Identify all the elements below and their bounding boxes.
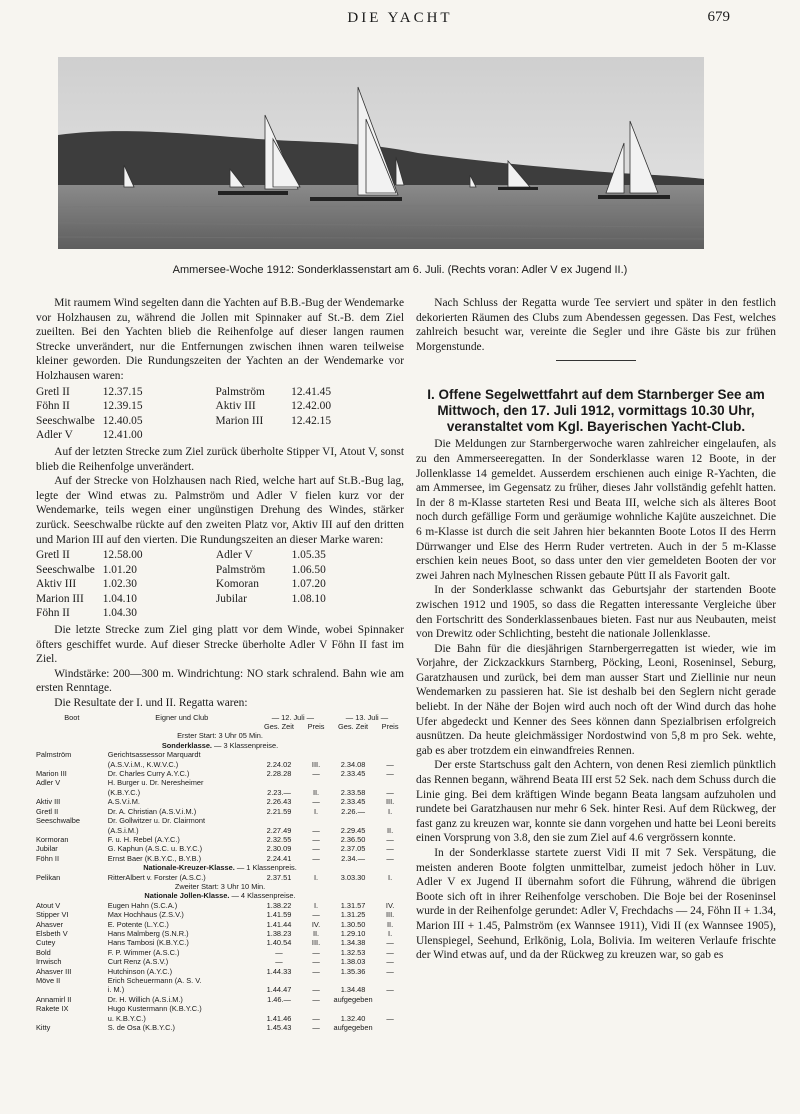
total-time: 2.23.— (267, 787, 291, 797)
total-time: 2.27.49 (266, 825, 292, 835)
prize: — (312, 825, 320, 835)
owner-club: RitterAlbert v. Forster (A.S.C.) (107, 872, 206, 882)
table-row (36, 788, 404, 797)
rounding-time: 1.04.10 (102, 592, 137, 605)
boat-name (216, 606, 292, 621)
class-name: Sonderklasse. (161, 740, 212, 750)
table-row (36, 929, 404, 938)
boat: Seeschwalbe (36, 816, 80, 826)
table-row (36, 769, 404, 778)
boat (36, 760, 108, 769)
prize: — (312, 844, 320, 854)
boat: Föhn II (36, 853, 60, 863)
boat (36, 985, 108, 994)
prize: — (386, 957, 394, 967)
owner-club: E. Potente (L.Y.C.) (107, 919, 169, 929)
boat-name: Seeschwalbe (36, 414, 95, 427)
class-heading (36, 891, 404, 900)
boat: Kormoran (36, 834, 69, 844)
prize: — (386, 769, 394, 779)
boat: Palmström (36, 750, 72, 760)
rounding-time: 12.42.15 (291, 414, 332, 427)
total-time: 1.38.22 (266, 900, 292, 910)
start-info-cell: Zweiter Start: 3 Uhr 10 Min. (174, 881, 266, 891)
table-row (36, 910, 404, 919)
total-time: 1.41.59 (266, 910, 292, 920)
total-time: 1.44.33 (266, 966, 292, 976)
paragraph: Mit raumem Wind segelten dann die Yachten auf B.B.-Bug der Wendemarke vor Holzhausen zu, während die Jollen mit Spinnaker auf St.-B. dem Ziel zueilten. Bei den Yachten blieb die Reihenfolge auf dieser langen raumen Strecke unverändert, nur die Entfernungen zwischen ihnen waren teilweise kleiner geworden. Die Rundungszeiten der Yachten an der Wendemarke vor Holzhausen waren: (36, 297, 404, 382)
boat-name: Gretl II (36, 549, 70, 562)
boat-name: Jubilar (215, 592, 247, 605)
boat (36, 826, 108, 835)
boat-name: Föhn II (36, 607, 70, 620)
total-time: 2.36.50 (340, 834, 366, 844)
owner-club: Hutchinson (A.Y.C.) (107, 966, 173, 976)
paragraph: Die Meldungen zur Starnbergerwoche waren zahlreicher eingelaufen, als zu den Ammerseeregatten. In der Sonderklasse waren 12 Boote, in der Jollenklasse 14 gemeldet. Ausserdem erschienen auch einige R-Yachten, die am Ammersee, im Gegensatz zu früher, dieses Jahr vollständig gefehlt hatten. In der 8 m-Klasse starteten Resi und Beata III, welche sich als älteres Boot noch durch gefällige Form und geräumige wohnliche Kajüte auszeichnet. Die 6 m-Klasse ist durch die seit Jahren hier bekannten Boote Lotos II des Herrn Dürrwanger und Else des Herrn Ruder vertreten. Auch in der 5 m-Klasse erschien kein neues Boot, so dass unter den vier gemeldeten Booten der vor zwei Jahren nach Mylneschen Rissen gebaute Pütt II als Favorit galt. (416, 438, 776, 582)
paragraph: Auf der letzten Strecke zum Ziel zurück überholte Stipper VI, Atout V, sonst blieb die Reihenfolge unverändert. (36, 445, 404, 473)
owner-club: (A.S.i.M.) (107, 825, 139, 835)
prize: I. (313, 806, 319, 816)
total-time: 2.33.45 (340, 797, 366, 807)
class-heading (36, 741, 404, 750)
rounding-time: 1.05.35 (291, 549, 326, 562)
prize: I. (313, 900, 319, 910)
boat-name: Komoran (215, 578, 259, 591)
boat-name: Adler V (36, 429, 73, 442)
paragraph: Die letzte Strecke zum Ziel ging platt vor dem Winde, wobei Spinnaker öfters geschiffet wurde. Auf dieser Strecke überholte Adler V Föhn II fast im Ziel. (36, 624, 404, 666)
owner-club: Hans Malmberg (S.N.R.) (107, 928, 189, 938)
prize: II. (312, 928, 320, 938)
total-time: 2.29.45 (340, 825, 366, 835)
prize: — (312, 1023, 320, 1033)
total-time: 2.30.09 (266, 844, 292, 854)
total-time: 1.31.57 (340, 900, 366, 910)
sailboats-photo-illustration (58, 57, 704, 249)
col-place: Preis (307, 722, 325, 732)
prize: III. (385, 797, 395, 807)
col-owner: Eigner und Club (155, 712, 209, 722)
total-time: 1.38.03 (340, 957, 366, 967)
boat-name: Föhn II (36, 400, 70, 413)
times-row (36, 606, 404, 621)
prize: — (312, 769, 320, 779)
table-row (36, 1023, 404, 1032)
boat-name: Palmström (215, 563, 266, 576)
table-row (36, 967, 404, 976)
boat-name: Marion III (215, 414, 264, 427)
table-row (36, 938, 404, 947)
owner-club: H. Burger u. Dr. Neresheimer (107, 778, 204, 788)
owner-club: A.S.V.i.M. (107, 797, 140, 807)
prize (302, 976, 330, 985)
col-time: Ges. Zeit (338, 722, 369, 732)
total-time (330, 816, 376, 825)
table-row (36, 957, 404, 966)
total-time: 2.37.51 (266, 872, 292, 882)
total-time (256, 976, 302, 985)
rounding-time (292, 606, 404, 621)
class-heading (36, 863, 404, 872)
prize: — (312, 853, 320, 863)
rounding-time: 12.40.05 (102, 414, 143, 427)
total-time: 2.37.05 (340, 844, 366, 854)
prize: — (386, 938, 394, 948)
page-number: 679 (707, 9, 730, 25)
total-time: 2.24.02 (266, 759, 292, 769)
times-row (36, 414, 404, 429)
table-row (36, 873, 404, 882)
times-row (36, 592, 404, 607)
section-heading: I. Offene Segelwettfahrt auf dem Starnberger See am Mittwoch, den 17. Juli 1912, vormittags 10.30 Uhr, veranstaltet vom Kgl. Bayerischen Yacht-Club. (427, 387, 765, 435)
rounding-time: 1.07.20 (291, 578, 326, 591)
table-row (36, 1004, 404, 1013)
owner-club: F. P. Wimmer (A.S.C.) (107, 947, 180, 957)
total-time: 1.38.23 (266, 928, 292, 938)
boat-name: Aktiv III (36, 578, 77, 591)
total-time: 1.32.40 (340, 1013, 366, 1023)
total-time (330, 976, 376, 985)
total-time: 2.28.28 (266, 769, 292, 779)
total-time (330, 750, 376, 759)
total-time: 2.32.55 (266, 834, 292, 844)
total-time: 1.34.38 (340, 938, 366, 948)
table-row (36, 778, 404, 787)
total-time: 1.35.36 (340, 966, 366, 976)
owner-club: Ernst Baer (K.B.Y.C., B.Y.B.) (107, 853, 202, 863)
paragraph: Der erste Startschuss galt den Achtern, von denen Resi ziemlich pünktlich das Rennen begann, während Beata III erst 52 Sek. nach dem Schuss durch die Linie ging. Bei dem kräftigen Winde begann Beata langsam aufzuholen und rundete bei Garatzhausen nur mehr 6 Sek. hinter Resi. Auf dem Rückweg, der fast ganz zu kreuzen war, konnte sie dann vorgehen und hatte bei Leoni bereits einen Vorsprung von 3.8, den sie zum Ziel auf 4.6 vergrössern konnte. (416, 759, 776, 845)
running-header: DIE YACHT (347, 10, 453, 26)
times-row (36, 385, 404, 400)
table-row (36, 835, 404, 844)
boat: Ahasver (36, 919, 64, 929)
owner-club: Erich Scheuermann (A. S. V. (107, 976, 202, 985)
owner-club: i. M.) (107, 985, 125, 995)
prize: — (386, 787, 394, 797)
col-place: Preis (381, 722, 399, 732)
class-prizes: — 4 Klassenpreise. (229, 891, 296, 901)
prize: I. (313, 872, 319, 882)
prize: — (386, 834, 394, 844)
boat (36, 788, 108, 797)
left-column (36, 296, 404, 1032)
table-row (36, 976, 404, 985)
prize (376, 1004, 404, 1013)
total-time: 2.26.— (341, 806, 365, 816)
paragraph: Nach Schluss der Regatta wurde Tee serviert und später in den festlich dekorierten Räumen des Clubs zum Abendessen gegessen. Das Fest, welches zahlreich besucht war, vereinte die Segler und ihre Gäste bis zur frühen Morgenstunde. (416, 297, 776, 353)
total-time: 1.34.48 (340, 985, 366, 995)
rounding-time: 12.58.00 (102, 549, 143, 562)
total-time: 1.41.44 (266, 919, 292, 929)
paragraph: Die Resultate der I. und II. Regatta waren: (54, 697, 248, 710)
boat: Kitty (36, 1023, 51, 1033)
prize: II. (312, 787, 320, 797)
prize: III. (385, 910, 395, 920)
total-time: 1.46.— (267, 994, 291, 1004)
class-name: Nationale Jollen-Klasse. (144, 891, 230, 901)
prize: III. (311, 759, 321, 769)
prize: III. (311, 938, 321, 948)
col-day1: — 12. Juli — (271, 712, 315, 722)
photo-caption: Ammersee-Woche 1912: Sonderklassenstart am 6. Juli. (Rechts voran: Adler V ex Jugend II.) (172, 264, 628, 276)
start-info-cell: Erster Start: 3 Uhr 05 Min. (177, 731, 263, 741)
class-prizes: — 1 Klassenpreis. (234, 863, 297, 873)
prize: IV. (385, 900, 395, 910)
boat-name: Seeschwalbe (36, 563, 95, 576)
prize: — (312, 1013, 320, 1023)
total-time: 1.29.10 (340, 928, 366, 938)
table-row (36, 995, 404, 1004)
table-row (36, 750, 404, 759)
boat: Pelikan (36, 872, 61, 882)
boat-name: Aktiv III (215, 400, 256, 413)
rounding-time: 1.01.20 (102, 563, 137, 576)
owner-club: Dr. A. Christian (A.S.V.i.M.) (107, 806, 197, 816)
rounding-time: 12.41.45 (291, 385, 332, 398)
total-time (256, 750, 302, 759)
prize (302, 816, 330, 825)
boat: Atout V (36, 900, 61, 910)
class-heading-cell (36, 741, 404, 750)
rounding-times-holzhausen (36, 385, 404, 443)
times-row (36, 577, 404, 592)
boat: Aktiv III (36, 797, 61, 807)
total-time: 3.03.30 (340, 872, 366, 882)
total-time: 1.44.47 (266, 985, 292, 995)
owner-club: Max Hochhaus (Z.S.V.) (107, 910, 184, 920)
total-time: 2.33.58 (340, 787, 366, 797)
total-time: 1.32.53 (340, 947, 366, 957)
owner-club: G. Kaphun (A.S.C. u. B.Y.C.) (107, 844, 203, 854)
boat (36, 1014, 108, 1023)
total-time: 2.33.45 (340, 769, 366, 779)
boat: Marion III (36, 769, 67, 779)
boat-name: Marion III (36, 592, 84, 605)
total-time (256, 816, 302, 825)
owner-club: Hugo Kustermann (K.B.Y.C.) (107, 1004, 202, 1014)
paragraph: Auf der Strecke von Holzhausen nach Ried, welche hart auf St.B.-Bug lag, legte der Wind etwas zu. Palmström und Adler V fielen kurz vor der Wendemarke, teils wegen einer ungünstigen Drehung des Windes, stärker zurück. Seeschwalbe rückte auf den zweiten Platz vor, Aktiv III auf den dritten und Marion III auf den vierten. Die Rundungszeiten an dieser Marke waren: (36, 475, 404, 546)
results-table (36, 713, 404, 1033)
start-info (36, 882, 404, 891)
owner-club: Eugen Hahn (S.C.A.) (107, 900, 178, 910)
rounding-time: 12.37.15 (102, 385, 143, 398)
prize: — (386, 853, 394, 863)
total-time: 2.34.— (341, 853, 365, 863)
start-info (36, 731, 404, 740)
total-time (330, 778, 376, 787)
prize: I. (388, 928, 393, 938)
owner-club: Gerichtsassessor Marquardt (107, 750, 201, 760)
prize: — (312, 957, 320, 967)
prize: — (312, 910, 320, 920)
owner-club: F. u. H. Rebel (A.Y.C.) (107, 834, 180, 844)
paragraph: In der Sonderklasse startete zuerst Vidi II mit 7 Sek. Verspätung, die meisten anderen Boote folgten unmittelbar, zumeist jedoch höher in Luv. Adler V ex Jugend II übernahm sofort die Führung, während die übrigen Boote sich oft in ihrer Reihenfolge verschoben. Die Boje bei der Roseninsel wurde in der Reihenfolge gerundet: Adler V, Frechdachs — 24, Föhn II + 1.34, Marion III + 1.45, Palmström (ex Wannsee 1911), Vidi II (ex Wannsee 1905), Ulenspiegel, Seehund, Erlkönig, Lola, Bolivia. Im weiteren Verlaufe frischte der Wind etwas auf, und da der Rückweg zu kreuzen war, so gab es (416, 847, 776, 962)
prize: II. (387, 825, 394, 835)
total-time (256, 778, 302, 787)
owner-club: (K.B.Y.C.) (107, 787, 141, 797)
owner-club: u. K.B.Y.C.) (107, 1013, 146, 1023)
class-name: Nationale-Kreuzer-Klasse. (143, 863, 235, 873)
prize: I. (388, 806, 393, 816)
boat: Irrwisch (36, 957, 62, 967)
rounding-times-ried (36, 548, 404, 621)
table-row (36, 844, 404, 853)
rounding-time: 12.41.00 (102, 429, 143, 442)
regatta-photo (58, 57, 704, 249)
table-row (36, 901, 404, 910)
prize (376, 995, 404, 1004)
total-time: 2.34.08 (340, 759, 366, 769)
boat: Rakete IX (36, 1004, 69, 1014)
prize: IV. (311, 919, 321, 929)
owner-club: Dr. Gollwitzer u. Dr. Clairmont (107, 816, 206, 826)
prize: — (386, 844, 394, 854)
total-time: 1.41.46 (266, 1013, 292, 1023)
owner-club: Dr. H. Willich (A.S.i.M.) (107, 994, 183, 1004)
boat-name: Gretl II (36, 385, 70, 398)
total-time: 2.24.41 (266, 853, 292, 863)
prize: — (312, 947, 320, 957)
owner-club: (A.S.V.i.M., K.W.V.C.) (107, 759, 179, 769)
rounding-time: 1.06.50 (291, 563, 326, 576)
table-row (36, 760, 404, 769)
col-boat: Boot (64, 712, 80, 722)
total-time: 2.21.59 (266, 806, 292, 816)
total-time: aufgegeben (333, 1023, 373, 1033)
boat: Cutey (36, 938, 56, 948)
total-time: 1.45.43 (266, 1023, 292, 1033)
boat: Möve II (36, 976, 61, 985)
owner-club: Curt Renz (A.S.V.) (107, 957, 169, 967)
prize (302, 1004, 330, 1013)
prize: — (312, 966, 320, 976)
prize (302, 750, 330, 759)
total-time: 1.30.50 (340, 919, 366, 929)
table-row (36, 826, 404, 835)
col-time: Ges. Zeit (264, 722, 294, 732)
owner-club: Dr. Charles Curry A.Y.C.) (107, 769, 190, 779)
prize (376, 816, 404, 825)
boat: Annamirl II (36, 994, 72, 1004)
paragraph: In der Sonderklasse schwankt das Geburtsjahr der startenden Boote zwischen 1912 und 1905, so dass die Regatten interessante Vergleiche über den Fortschritt des Sonderklassenbaues bieten. Fast nur aus Neubauten, meist von Drewitz oder Schlichting, besteht die nationale Jollenklasse. (416, 584, 776, 641)
boat: Adler V (36, 778, 61, 788)
total-time: — (275, 957, 283, 967)
prize: — (386, 1013, 394, 1023)
total-time: 1.31.25 (340, 910, 366, 920)
prize (376, 750, 404, 759)
table-row (36, 985, 404, 994)
times-row (36, 548, 404, 563)
rounding-time: 12.42.00 (291, 400, 332, 413)
total-time: aufgegeben (333, 994, 373, 1004)
total-time: 2.26.43 (266, 797, 292, 807)
table-row (36, 854, 404, 863)
prize: — (386, 966, 394, 976)
prize (302, 778, 330, 787)
boat: Ahasver III (36, 966, 72, 976)
col-day2: — 13. Juli — (345, 712, 389, 722)
rounding-time: 1.08.10 (291, 592, 326, 605)
table-row (36, 948, 404, 957)
table-row (36, 1014, 404, 1023)
boat: Bold (36, 947, 51, 957)
total-time (330, 1004, 376, 1013)
paragraph: Windstärke: 200—300 m. Windrichtung: NO stark schralend. Bahn wie am ersten Renntage. (36, 667, 404, 695)
prize: — (386, 985, 394, 995)
rounding-time (291, 428, 404, 443)
prize: II. (387, 919, 394, 929)
boat-name (216, 428, 292, 443)
prize: — (386, 947, 394, 957)
class-heading-cell (36, 863, 404, 872)
boat: Elsbeth V (36, 928, 68, 938)
table-row (36, 920, 404, 929)
total-time: 1.40.54 (266, 938, 292, 948)
right-column (416, 296, 776, 963)
class-prizes: — 3 Klassenpreise. (211, 740, 279, 750)
times-row (36, 428, 404, 443)
table-row (36, 816, 404, 825)
prize (376, 976, 404, 985)
times-row (36, 563, 404, 578)
rounding-time: 12.39.15 (102, 400, 143, 413)
rounding-time: 1.04.30 (102, 607, 137, 620)
prize: — (312, 985, 320, 995)
total-time: — (275, 947, 283, 957)
boat: Gretl II (36, 806, 59, 816)
boat-name: Palmström (215, 385, 265, 398)
prize: — (386, 759, 394, 769)
prize: — (312, 797, 320, 807)
rounding-time: 1.02.30 (102, 578, 137, 591)
prize: I. (388, 872, 393, 882)
table-row (36, 807, 404, 816)
paragraph: Die Bahn für die diesjährigen Starnbergerregatten ist wieder, wie im Vorjahre, der Zickzackkurs Starnberg, Pöcking, Leoni, Roseninsel, Seburg, Garatzhausen und zurück, bei dem man ausser Start und Ziellinie nur neun Wendemarken zu passieren hat. Sie ist deshalb bei den Seglern nicht gerade beliebt. In der Nähe der Bojen wird auch noch oft der Wind durch das hohe Ufer abgedeckt und Kenner des Sees können dann Spezialbrisen erfolgreich ausnützen. Da heute gleichmässiger Nordostwind von 5,8 m pro Sek. wehte, gab es aber trotzdem ein einwandfreies Rennen. (416, 642, 776, 757)
table-row (36, 797, 404, 806)
prize: — (312, 994, 320, 1004)
times-row (36, 399, 404, 414)
prize (376, 1023, 404, 1032)
boat: Stipper VI (36, 910, 69, 920)
boat-name: Adler V (215, 549, 253, 562)
class-heading-cell (36, 891, 404, 900)
prize (376, 778, 404, 787)
total-time (256, 1004, 302, 1013)
owner-club: S. de Osa (K.B.Y.C.) (107, 1023, 175, 1033)
owner-club: Hans Tambosi (K.B.Y.C.) (107, 938, 189, 948)
prize: — (312, 834, 320, 844)
boat: Jubilar (36, 844, 58, 854)
section-divider (556, 360, 636, 361)
